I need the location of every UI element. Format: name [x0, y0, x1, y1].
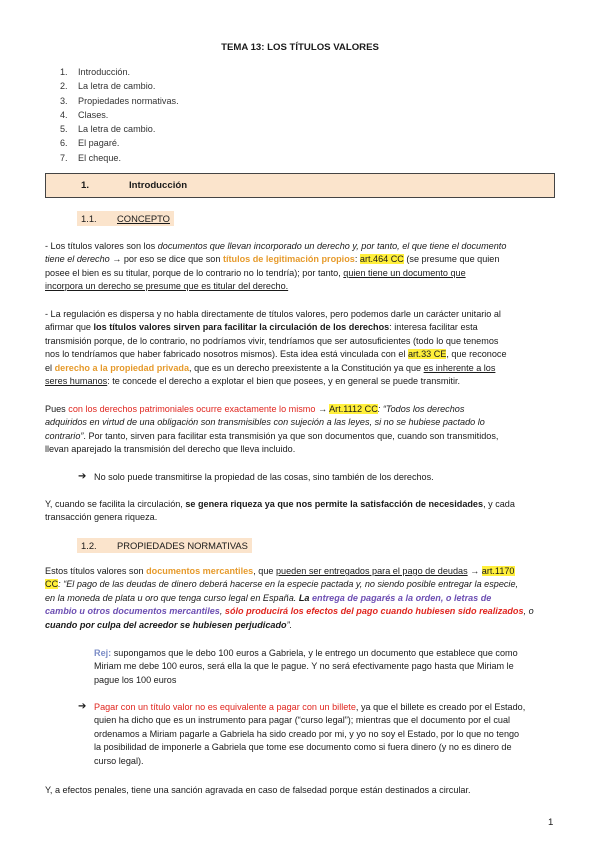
bullet-transfer-rights: No solo puede transmitirse la propiedad de las cosas, sino también de los derechos.: [94, 472, 434, 482]
bullet-banknote-comparison: Pagar con un título valor no es equivalente a pagar con un billete, ya que el billete es creado por el Estado, quien ha dicho que es un instrumento para pagar (“curso legal”); mientras que el documento por el cual ordenamos a Miriam pagarle a Gabriela ha sido creado por mi, y yo no soy el Estado, por lo que no tengo la posibilidad de imponerle a Gabriela que tome ese documento como si fuera dinero (y no es dinero de curso legal).: [94, 702, 526, 766]
toc-item: 4. Clases.: [60, 109, 109, 120]
paragraph-penal: Y, a efectos penales, tiene una sanción agravada en caso de falsedad porque están destinados a circular.: [45, 785, 471, 795]
arrow-bullet-icon: ➔: [78, 701, 87, 712]
toc-item: 6. El pagaré.: [60, 138, 120, 149]
section-heading-introduccion: 1. Introducción: [45, 173, 555, 198]
toc-item: 7. El cheque.: [60, 152, 121, 163]
toc-item: 1. Introducción.: [60, 67, 131, 77]
paragraph-mercantile-documents: Estos títulos valores son documentos mercantiles, que pueden ser entregados para el pago de deudas → art.1170 CC: “El pago de las deudas de dinero deberá hacerse en la especie pactada y, no siendo posible entregar la especie, en la moneda de plata u oro que tenga curso legal en España. La entrega de pagarés a la orden, o letras de cambio u otros documentos mercantiles, sólo producirá los efectos del pago cuando hubiesen sido realizados, o cuando por culpa del acreedor se hubiesen perjudicado”.: [45, 566, 534, 630]
page-number: 1: [548, 817, 554, 828]
table-of-contents: [60, 66, 179, 166]
paragraph-definition: - Los títulos valores son los documentos que llevan incorporado un derecho y, por tanto, el que tiene el documento tiene el derecho → por eso se dice que son títulos de legitimación propios: art.464 CC (se presume que quien posee el bien es su titular, porque de lo contrario no lo tendría); por tanto, quien tiene un documento que incorpora un derecho se presume que es titular del derecho.: [45, 241, 507, 292]
toc-item: 2. La letra de cambio.: [60, 81, 156, 92]
paragraph-regulation: - La regulación es dispersa y no habla directamente de títulos valores, pero podemos darle un carácter unitario al afirmar que los títulos valores sirven para facilitar la circulación de los derechos: interesa facilitar esta transmisión porque, de lo contrario, no podríamos vivir, tendríamos que ser autosuficientes (todo lo que tenemos nos lo tendríamos que haber fabricado nosotros mismos). Esta idea está vinculada con el art.33 CE, que reconoce el derecho a la propiedad privada, que es un derecho preexistente a la Constitución ya que es inherente a los seres humanos: te concede el derecho a explotar el bien que posees, y en general se puede transmitir.: [45, 309, 507, 386]
paragraph-patrimonial-rights: Pues con los derechos patrimoniales ocurre exactamente lo mismo → Art.1112 CC: “Todos los derechos adquiridos en virtud de una obligación son transmisibles con sujeción a las leyes, si no se hubiese pactado lo contrario”. Por tanto, sirven para facilitar esta transmisión ya que son documentos que, cuando son transmitidos, llevan aparejado la transmisión del derecho que lleva incluido.: [45, 404, 499, 455]
subsection-heading-propiedades: 1.2. PROPIEDADES NORMATIVAS: [77, 538, 252, 553]
paragraph-wealth: Y, cuando se facilita la circulación, se genera riqueza ya que nos permite la satisfacción de necesidades, y cada transacción genera riqueza.: [45, 499, 515, 523]
arrow-bullet-icon: ➔: [78, 471, 87, 482]
example-label: Rej:: [94, 648, 112, 658]
subsection-heading-concepto: 1.1. CONCEPTO: [77, 211, 174, 226]
example-block: Rej: supongamos que le debo 100 euros a Gabriela, y le entrego un documento que establece que como Miriam me debe 100 euros, será ella la que le pague. Y no será efectivamente pago hasta que Miriam le pague los 100 euros: [94, 648, 518, 685]
toc-item: 3. Propiedades normativas.: [60, 95, 179, 106]
toc-item: 5. La letra de cambio.: [60, 124, 156, 135]
document-title: TEMA 13: LOS TÍTULOS VALORES: [221, 42, 379, 53]
